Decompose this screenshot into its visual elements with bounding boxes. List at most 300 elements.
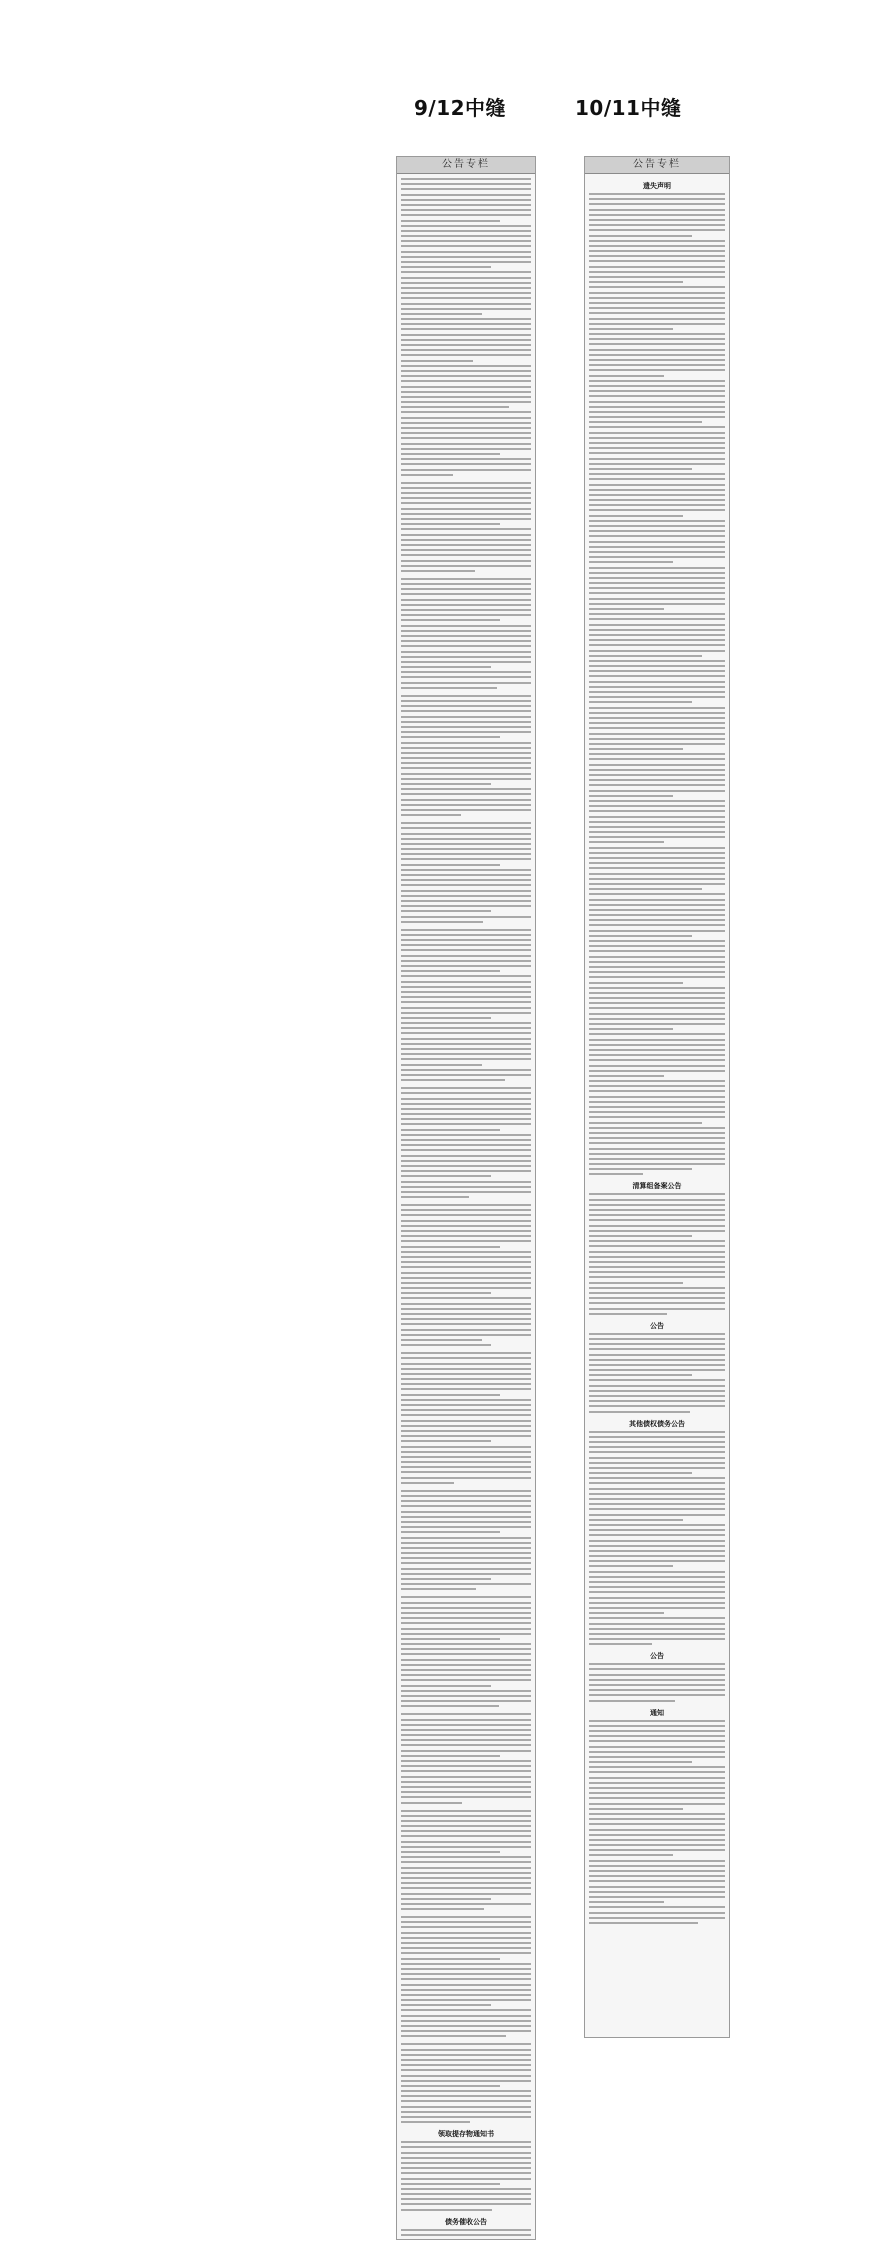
text-line [589,1395,725,1397]
text-line [401,1903,531,1905]
text-line [401,1887,531,1889]
notice-text-lines [589,1333,725,1413]
text-line [589,551,725,553]
text-line [589,919,725,921]
text-line [401,731,531,733]
text-line [401,297,531,299]
text-line [589,515,683,517]
text-line [589,1901,664,1903]
text-line [589,1013,725,1015]
text-line [401,1994,531,1996]
text-line [589,987,725,989]
text-line [589,1441,725,1443]
text-line [589,484,725,486]
text-line [401,508,531,510]
text-line [401,666,491,668]
text-line [589,1477,725,1479]
text-line [401,1378,531,1380]
text-line [401,1344,491,1346]
text-line [589,1163,725,1165]
text-line [401,609,531,611]
text-line [589,1498,725,1500]
text-line [401,2100,531,2102]
text-line [401,1204,531,1206]
text-line [589,701,692,703]
notice-block [589,1321,725,1413]
text-line [401,848,531,850]
text-line [589,463,725,465]
text-line [401,1043,531,1045]
text-line [401,1552,531,1554]
text-line [401,2239,531,2240]
text-line [401,864,500,866]
text-line [589,924,725,926]
text-line [401,261,531,263]
text-line [589,779,725,781]
text-line [401,1409,531,1411]
text-line [589,1271,725,1273]
text-line [589,1540,725,1542]
text-line [589,1122,702,1124]
text-line [401,2049,531,2051]
text-line [401,230,531,232]
text-line [401,2172,531,2174]
text-line [589,1049,725,1051]
text-line [589,240,725,242]
notice-block [401,482,531,572]
text-line [589,1917,725,1919]
text-line [589,292,725,294]
text-line [589,224,725,226]
text-line [589,878,725,880]
text-line [589,665,725,667]
text-line [589,468,692,470]
text-line [401,380,531,382]
text-line [401,1170,531,1172]
text-line [401,2095,531,2097]
text-line [589,1875,725,1877]
text-line [589,323,725,325]
text-line [401,1770,531,1772]
text-line [401,1092,531,1094]
text-line [589,1405,725,1407]
text-line [401,853,531,855]
text-line [401,204,531,206]
text-line [401,245,531,247]
text-line [589,1462,725,1464]
text-line [401,716,531,718]
text-line [589,893,725,895]
text-line [589,1385,725,1387]
notice-text-lines [589,1663,725,1701]
text-line [589,1834,725,1836]
text-line [401,1622,531,1624]
text-line [589,753,725,755]
text-line [401,1308,531,1310]
text-line [401,1908,484,1910]
text-line [401,1810,531,1812]
text-line [401,1835,531,1837]
text-line [589,727,725,729]
text-line [401,354,531,356]
text-line [589,1065,725,1067]
notice-text-lines [401,1713,531,1803]
text-line [401,209,531,211]
text-line [589,758,725,760]
text-line [401,1664,531,1666]
text-line [589,598,725,600]
text-line [589,556,725,558]
text-line [589,686,725,688]
text-line [401,1292,491,1294]
text-line [401,939,531,941]
text-line [401,1430,531,1432]
text-line [401,391,531,393]
text-line [589,1075,664,1077]
text-line [401,308,531,310]
text-line [589,1607,725,1609]
text-line [589,1411,690,1413]
text-line [401,1053,531,1055]
text-line [589,847,725,849]
text-line [589,1534,725,1536]
text-line [589,561,673,563]
text-line [589,997,725,999]
text-line [589,489,725,491]
text-line [401,2004,491,2006]
text-line [401,640,531,642]
text-line [589,1359,725,1361]
text-line [589,193,725,195]
text-line [401,458,531,460]
notice-text-lines [401,1087,531,1198]
text-line [401,890,531,892]
text-line [589,375,664,377]
text-line [401,1181,531,1183]
text-line [401,1160,531,1162]
text-line [589,1111,725,1113]
text-line [589,1623,725,1625]
text-line [401,2043,531,2045]
text-line [401,1272,531,1274]
text-line [401,1175,491,1177]
text-line [589,1782,725,1784]
text-line [401,1755,500,1757]
text-line [401,645,531,647]
text-line [589,1674,725,1676]
text-line [401,2178,531,2180]
text-line [401,1713,531,1715]
text-line [401,1323,531,1325]
text-line [401,705,531,707]
text-line [401,1648,531,1650]
right-notice-column [584,156,730,2038]
text-line [589,831,725,833]
text-line [589,930,725,932]
text-line [589,520,725,522]
text-line [589,1297,725,1299]
text-line [401,2030,531,2032]
text-line [401,2059,531,2061]
text-line [401,2080,531,2082]
text-line [401,1048,531,1050]
text-line [401,809,531,811]
text-line [589,452,725,454]
text-line [401,910,491,912]
text-line [401,1313,531,1315]
text-line [589,219,725,221]
text-line [401,1942,531,1944]
text-line [401,422,531,424]
text-line [401,360,473,362]
text-line [401,1690,531,1692]
text-line [589,1586,725,1588]
text-line [401,1339,482,1341]
text-line [589,784,725,786]
text-line [589,722,725,724]
text-line [589,1302,725,1304]
text-line [589,971,725,973]
text-line [589,1230,725,1232]
text-line [589,1451,725,1453]
text-line [401,1958,500,1960]
notice-title: 遗失声明 [643,182,671,190]
text-line [401,1420,531,1422]
text-line [589,1158,725,1160]
text-line [401,1451,531,1453]
text-line [401,975,531,977]
text-line [401,1251,531,1253]
text-line [401,1352,531,1354]
text-line [401,1098,531,1100]
left-column-header: 公告专栏 [397,157,535,174]
text-line [401,1926,531,1928]
text-line [589,691,725,693]
text-line [401,2141,531,2143]
text-line [401,225,531,227]
notice-text-lines [401,1490,531,1591]
text-line [401,386,531,388]
text-line [401,1191,531,1193]
text-line [401,599,531,601]
text-line [589,416,725,418]
text-line [589,1746,725,1748]
text-line [401,1526,531,1528]
text-line [589,1219,725,1221]
text-line [401,1334,531,1336]
text-line [401,1825,531,1827]
text-line [401,1414,531,1416]
notice-block [401,1204,531,1346]
text-line [401,1261,531,1263]
text-line [401,1209,531,1211]
text-line [401,1001,531,1003]
text-line [589,582,725,584]
text-line [589,1700,675,1702]
text-line [589,644,725,646]
text-line [401,1022,531,1024]
text-line [401,651,531,653]
text-line [589,982,683,984]
text-line [589,852,725,854]
text-line [589,748,683,750]
text-line [401,544,531,546]
text-line [589,857,725,859]
text-line [589,535,725,537]
text-line [401,986,531,988]
text-line [589,1364,725,1366]
text-line [401,1471,531,1473]
text-line [589,1488,725,1490]
text-line [401,256,531,258]
text-line [589,1379,725,1381]
text-line [401,1240,531,1242]
text-line [589,354,725,356]
text-line [401,793,531,795]
text-line [589,976,725,978]
text-line [401,1846,531,1848]
text-line [401,401,531,403]
text-line [589,841,664,843]
text-line [401,2157,531,2159]
notice-block [401,1916,531,2037]
text-line [589,1689,725,1691]
text-line [401,905,531,907]
text-line [401,1368,531,1370]
text-line [401,1456,531,1458]
text-line [401,1547,531,1549]
text-line [589,1245,725,1247]
text-line [401,879,531,881]
text-line [401,518,531,520]
text-line [401,1461,531,1463]
text-line [401,757,531,759]
text-line [401,1932,531,1934]
text-line [401,1235,531,1237]
text-line [589,214,725,216]
text-line [589,634,725,636]
text-line [401,1038,531,1040]
text-line [401,1612,531,1614]
text-line [589,1740,725,1742]
text-line [401,370,531,372]
text-line [401,2025,531,2027]
text-line [589,297,725,299]
text-line [589,904,725,906]
text-line [401,528,531,530]
text-line [401,2193,531,2195]
text-line [589,1550,725,1552]
text-line [401,944,531,946]
text-line [589,260,725,262]
text-line [589,888,702,890]
text-line [401,282,531,284]
notice-block [589,1181,725,1314]
text-line [401,1329,531,1331]
text-line [401,1628,531,1630]
text-line [589,333,725,335]
text-line [401,736,500,738]
text-line [401,523,500,525]
text-line [589,1266,725,1268]
text-line [401,1394,500,1396]
text-line [589,541,725,543]
text-line [589,795,673,797]
text-line [401,549,531,551]
text-line [589,1348,725,1350]
text-line [401,1134,531,1136]
text-line [401,1562,531,1564]
text-line [401,1841,531,1843]
text-line [589,1338,725,1340]
text-line [589,1751,725,1753]
notice-block [589,181,725,1175]
text-line [401,2015,531,2017]
text-line [589,1080,725,1082]
text-line [589,307,725,309]
text-line [401,1802,462,1804]
text-line [589,810,725,812]
text-line [589,1912,725,1914]
text-line [401,661,531,663]
text-line [401,1973,531,1975]
text-line [589,390,725,392]
text-line [401,1404,531,1406]
text-line [589,1199,725,1201]
text-line [589,1142,725,1144]
text-line [589,1891,725,1893]
text-line [589,867,725,869]
text-line [589,1730,725,1732]
text-line [589,821,725,823]
text-line [589,1446,725,1448]
notice-title: 其他债权债务公告 [629,1419,685,1428]
text-line [589,1823,725,1825]
text-line [401,313,482,315]
text-line [401,1440,491,1442]
text-line [589,1571,725,1573]
text-line [589,302,725,304]
text-line [589,1431,725,1433]
text-line [401,1583,531,1585]
text-line [589,769,725,771]
text-line [401,292,531,294]
text-line [401,991,531,993]
text-line [589,1214,725,1216]
text-line [589,318,725,320]
text-line [401,843,531,845]
notice-text-lines [401,2141,531,2210]
text-line [401,513,531,515]
text-line [589,1044,725,1046]
text-line [401,2069,531,2071]
notice-text-lines [401,482,531,572]
text-line [589,992,725,994]
text-line [589,1503,725,1505]
text-line [401,2146,531,2148]
text-line [589,1633,725,1635]
text-line [589,1287,725,1289]
notice-block [401,695,531,816]
text-line [401,1893,531,1895]
text-line [401,199,531,201]
text-line [401,1999,531,2001]
text-line [401,1287,531,1289]
text-line [589,1684,725,1686]
text-line [589,1390,725,1392]
text-line [401,1653,531,1655]
text-line [401,1074,531,1076]
